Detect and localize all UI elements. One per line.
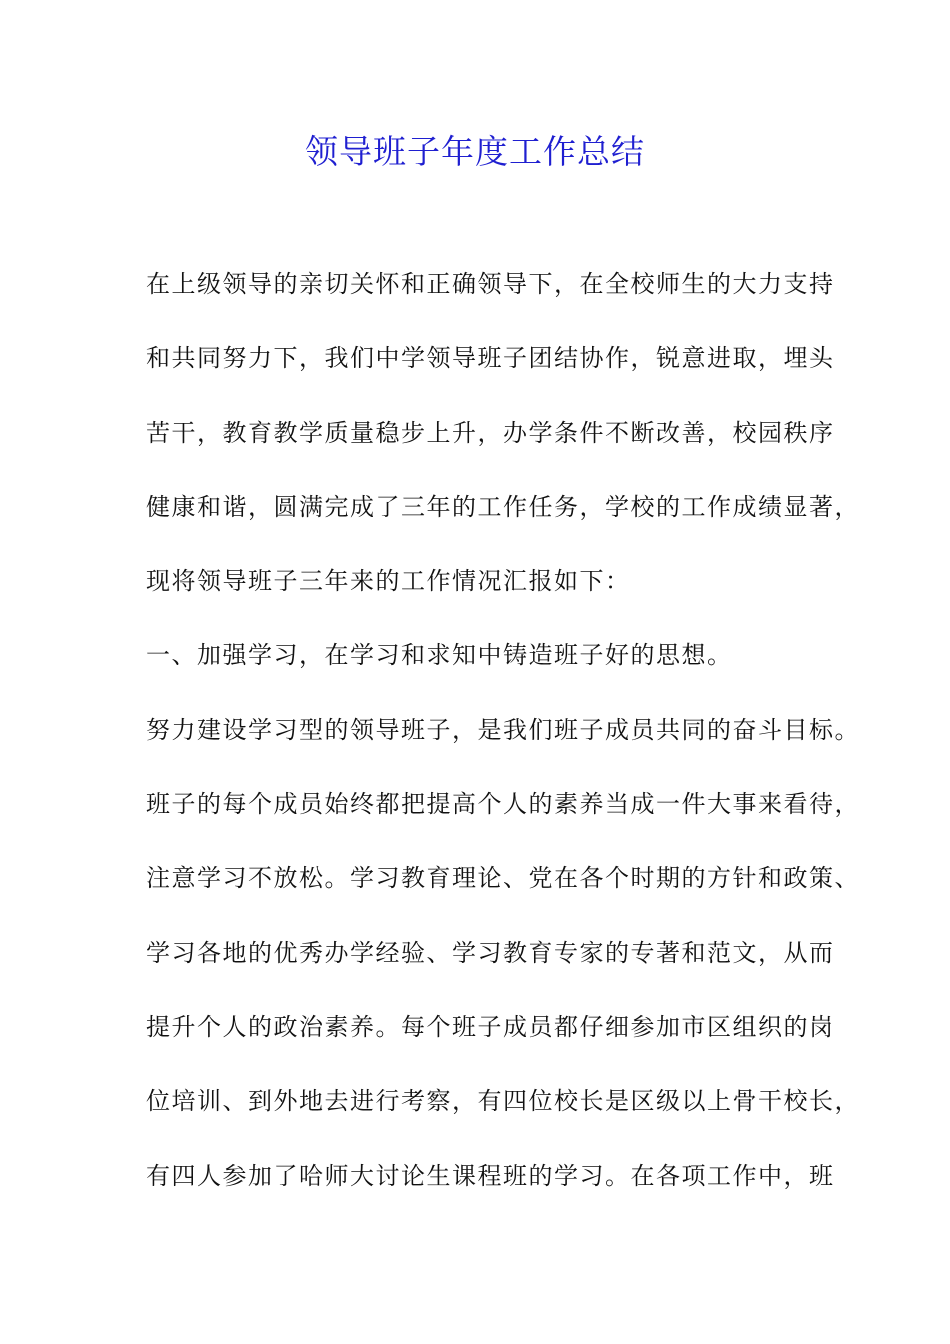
body-line: 学习各地的优秀办学经验、学习教育专家的专著和范文，从而 <box>146 938 835 967</box>
section-heading: 一、加强学习，在学习和求知中铸造班子好的思想。 <box>146 641 733 670</box>
body-line: 和共同努力下，我们中学领导班子团结协作，锐意进取，埋头 <box>146 344 835 373</box>
body-line: 提升个人的政治素养。每个班子成员都仔细参加市区组织的岗 <box>146 1012 835 1041</box>
document-body <box>146 262 860 1228</box>
body-line: 在上级领导的亲切关怀和正确领导下，在全校师生的大力支持 <box>146 270 835 298</box>
body-line: 苦干，教育教学质量稳步上升，办学条件不断改善，校园秩序 <box>146 418 835 447</box>
body-line: 注意学习不放松。学习教育理论、党在各个时期的方针和政策、 <box>146 864 860 893</box>
body-line: 健康和谐，圆满完成了三年的工作任务，学校的工作成绩显著， <box>146 492 860 521</box>
body-line: 位培训、到外地去进行考察，有四位校长是区级以上骨干校长， <box>146 1087 860 1116</box>
document-title: 领导班子年度工作总结 <box>305 132 645 171</box>
body-line: 现将领导班子三年来的工作情况汇报如下： <box>146 567 631 596</box>
body-line: 有四人参加了哈师大讨论生课程班的学习。在各项工作中，班 <box>146 1161 835 1190</box>
body-line: 班子的每个成员始终都把提高个人的素养当成一件大事来看待， <box>146 790 860 819</box>
body-line: 努力建设学习型的领导班子，是我们班子成员共同的奋斗目标。 <box>146 715 860 744</box>
